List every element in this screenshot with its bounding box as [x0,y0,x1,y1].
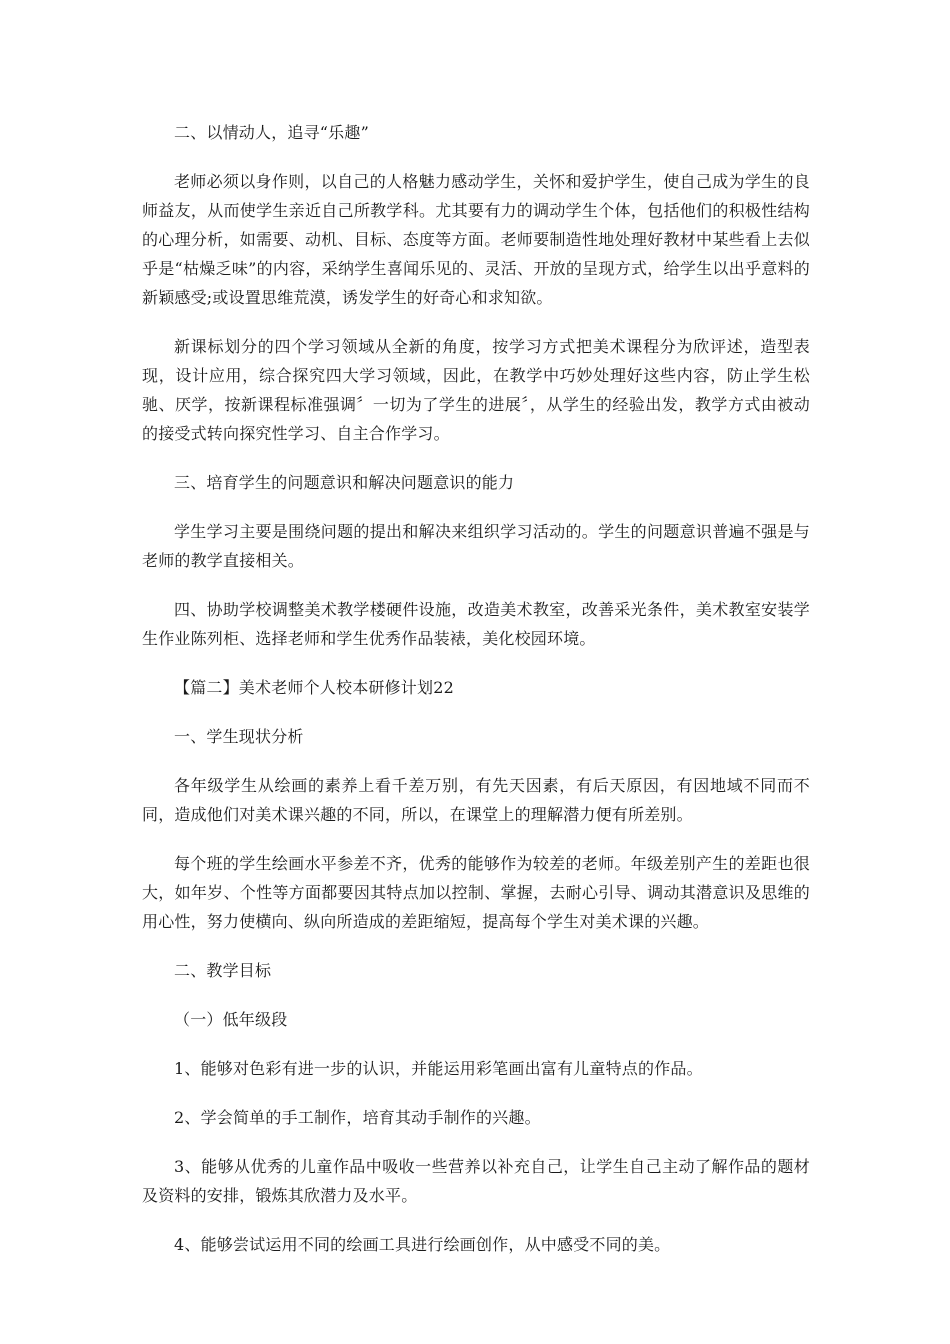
goal-item-2: 2、学会简单的手工制作，培育其动手制作的兴趣。 [174,1108,541,1127]
paragraph-grade-differences: 各年级学生从绘画的素养上看千差万别，有先天因素，有后天原因，有因地域不同而不同，造成他们对美术课兴趣的不同，所以，在课堂上的理解潜力便有所差别。 [142,776,810,824]
document-body [142,118,810,1279]
goal-item-4: 4、能够尝试运用不同的绘画工具进行绘画创作，从中感受不同的美。 [174,1235,671,1254]
paragraph-problem-awareness: 学生学习主要是围绕问题的提出和解决来组织学习活动的。学生的问题意识普遍不强是与老师的教学直接相关。 [142,522,810,570]
section-heading-teaching-goals: 二、教学目标 [174,961,272,980]
section-heading-problem-awareness: 三、培育学生的问题意识和解决问题意识的能力 [174,473,515,492]
goal-item-3: 3、能够从优秀的儿童作品中吸收一些营养以补充自己，让学生自己主动了解作品的题材及资料的安排，锻炼其欣潜力及水平。 [142,1157,810,1205]
section-heading-student-analysis: 一、学生现状分析 [174,727,304,746]
paragraph-facilities: 四、协助学校调整美术教学楼硬件设施，改造美术教室，改善采光条件，美术教室安装学生作业陈列柜、选择老师和学生优秀作品装裱，美化校园环境。 [142,600,810,648]
section-heading-passion: 二、以情动人，追寻“乐趣” [174,123,369,142]
subsection-heading-lower-grades: （一）低年级段 [174,1010,288,1029]
paragraph-class-levels: 每个班的学生绘画水平参差不齐，优秀的能够作为较差的老师。年级差别产生的差距也很大，如年岁、个性等方面都要因其特点加以控制、掌握，去耐心引导、调动其潜意识及思维的用心性，努力使横向、纵向所造成的差距缩短，提高每个学生对美术课的兴趣。 [142,854,810,931]
chapter-title: 【篇二】美术老师个人校本研修计划22 [174,678,454,697]
paragraph-new-curriculum: 新课标划分的四个学习领域从全新的角度，按学习方式把美术课程分为欣评述，造型表现，设计应用，综合探究四大学习领域，因此，在教学中巧妙处理好这些内容，防止学生松驰、厌学，按新课程标准强调〞一切为了学生的进展〞，从学生的经验出发，教学方式由被动的接受式转向探究性学习、自主合作学习。 [142,337,810,443]
paragraph-teacher-example: 老师必须以身作则，以自己的人格魅力感动学生，关怀和爱护学生，使自己成为学生的良师益友，从而使学生亲近自己所教学科。尤其要有力的调动学生个体，包括他们的积极性结构的心理分析，如需要、动机、目标、态度等方面。老师要制造性地处理好教材中某些看上去似乎是“枯燥乏味”的内容，采纳学生喜闻乐见的、灵活、开放的呈现方式，给学生以出乎意料的新颖感受;或设置思维荒漠，诱发学生的好奇心和求知欲。 [142,172,810,307]
goal-item-1: 1、能够对色彩有进一步的认识，并能运用彩笔画出富有儿童特点的作品。 [174,1059,703,1078]
